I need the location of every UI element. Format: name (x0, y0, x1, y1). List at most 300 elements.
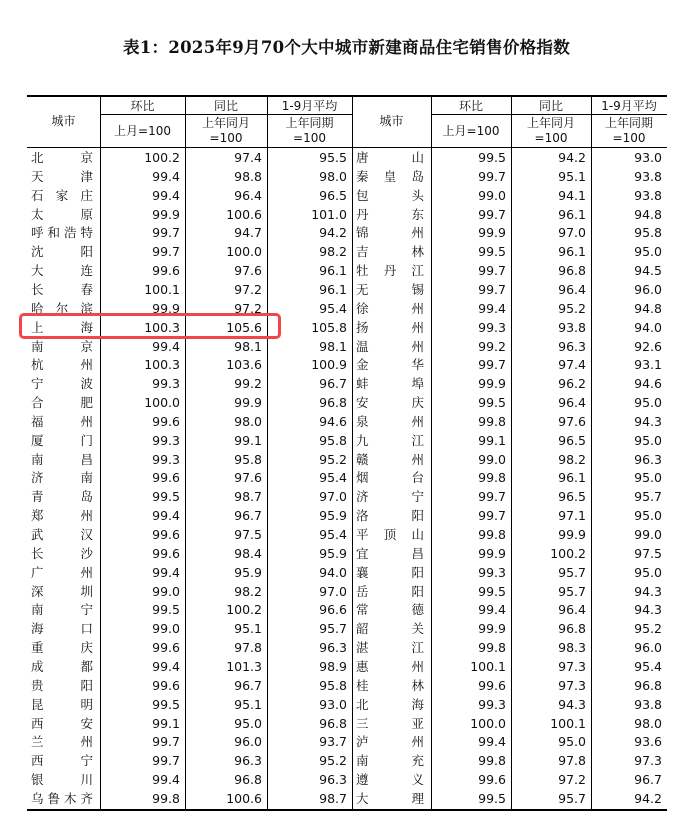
city-name (356, 262, 424, 280)
city-char: 湛 (356, 640, 369, 656)
value-mom: 99.1 (152, 715, 180, 731)
value-mom: 99.8 (152, 790, 180, 806)
city-char: 台 (411, 470, 424, 486)
value-avg: 94.6 (319, 413, 347, 429)
value-yoy: 95.9 (234, 564, 262, 580)
header-yoy-base-left-1: 上年同月 (201, 116, 250, 130)
value-mom: 99.4 (152, 658, 180, 674)
value-mom: 100.3 (144, 319, 180, 335)
value-yoy: 97.6 (234, 470, 262, 486)
value-avg: 96.1 (319, 281, 347, 297)
value-mom: 99.5 (478, 790, 506, 806)
value-avg: 95.8 (319, 432, 347, 448)
city-name (31, 715, 93, 733)
value-avg: 98.9 (319, 658, 347, 674)
value-avg: 95.0 (634, 564, 662, 580)
city-name (31, 281, 93, 299)
city-name (356, 319, 424, 337)
city-char: 秦 (356, 168, 369, 184)
value-yoy: 96.4 (234, 187, 262, 203)
city-char: 扬 (356, 319, 369, 335)
value-yoy: 95.1 (558, 168, 586, 184)
city-name (31, 451, 93, 469)
city-char: 汉 (80, 527, 93, 542)
header-avg-right: 1-9月平均 (601, 99, 657, 113)
value-mom: 99.5 (478, 244, 506, 260)
value-yoy: 98.0 (234, 413, 262, 429)
value-avg: 94.3 (634, 413, 662, 429)
city-char: 长 (31, 545, 44, 561)
header-mom-base-right: 上月=100 (442, 124, 500, 138)
city-char: 阳 (80, 244, 93, 260)
city-char: 南 (31, 338, 44, 354)
value-mom: 99.3 (478, 319, 506, 335)
value-mom: 99.8 (478, 753, 506, 769)
value-mom: 100.0 (470, 715, 506, 731)
city-char: 充 (411, 753, 424, 769)
value-mom: 99.9 (478, 545, 506, 561)
value-avg: 96.3 (319, 640, 347, 656)
city-char: 青 (31, 489, 44, 505)
city-char: 金 (356, 357, 369, 373)
city-name (356, 677, 424, 695)
city-char: 北 (31, 150, 44, 165)
city-char: 州 (80, 734, 93, 750)
value-yoy: 94.1 (558, 187, 586, 203)
header-avg-base-left-2: =100 (293, 131, 326, 145)
value-avg: 95.0 (634, 470, 662, 486)
value-avg: 96.6 (319, 602, 347, 618)
value-mom: 99.4 (478, 734, 506, 750)
value-avg: 95.8 (634, 225, 662, 241)
city-char: 连 (80, 263, 93, 279)
value-mom: 99.5 (478, 395, 506, 411)
city-name (356, 564, 424, 582)
city-name (356, 790, 424, 808)
city-char: 贵 (31, 677, 44, 693)
header-sub-divider (100, 114, 352, 115)
city-char: 惠 (356, 658, 369, 674)
city-name (356, 187, 424, 205)
city-char: 明 (80, 696, 93, 712)
value-avg: 93.8 (634, 187, 662, 203)
value-avg: 95.8 (319, 677, 347, 693)
city-name (356, 206, 424, 224)
value-avg: 94.8 (634, 300, 662, 316)
city-char: 济 (31, 470, 44, 486)
value-yoy: 96.7 (234, 677, 262, 693)
city-char: 齐 (80, 790, 93, 806)
value-avg: 95.9 (319, 545, 347, 561)
value-yoy: 100.0 (226, 244, 262, 260)
value-avg: 96.0 (634, 640, 662, 656)
city-char: 杭 (31, 357, 44, 373)
city-char: 南 (356, 753, 369, 769)
city-char: 滨 (80, 300, 93, 316)
value-avg: 96.8 (319, 715, 347, 731)
value-avg: 95.7 (319, 621, 347, 637)
city-char: 山 (411, 150, 424, 165)
city-char: 沙 (80, 545, 93, 561)
value-mom: 99.9 (152, 206, 180, 222)
value-mom: 99.3 (152, 376, 180, 392)
value-avg: 99.0 (634, 527, 662, 542)
city-char: 广 (31, 564, 44, 580)
value-mom: 99.6 (152, 413, 180, 429)
header-sub-divider (431, 114, 667, 115)
city-char: 遵 (356, 772, 369, 788)
city-char: 家 (55, 187, 69, 203)
city-char: 州 (80, 564, 93, 580)
city-char: 鲁 (47, 790, 60, 806)
city-char: 厦 (31, 432, 44, 448)
city-char: 江 (411, 263, 424, 279)
value-yoy: 96.5 (558, 432, 586, 448)
value-mom: 99.5 (152, 602, 180, 618)
value-avg: 94.2 (319, 225, 347, 241)
city-char: 福 (31, 413, 44, 429)
highlight-box (19, 313, 281, 339)
city-char: 太 (31, 206, 44, 222)
city-name (356, 356, 424, 374)
value-avg: 95.4 (319, 527, 347, 542)
value-yoy: 95.7 (558, 790, 586, 806)
city-char: 原 (80, 206, 93, 222)
value-avg: 97.0 (319, 583, 347, 599)
value-yoy: 99.2 (234, 376, 262, 392)
value-mom: 99.3 (478, 696, 506, 712)
value-mom: 99.8 (478, 640, 506, 656)
city-name (356, 394, 424, 412)
value-mom: 99.6 (478, 677, 506, 693)
city-char: 包 (356, 187, 369, 203)
city-name (356, 243, 424, 261)
city-name (31, 677, 93, 695)
value-yoy: 99.9 (558, 527, 586, 542)
value-yoy: 100.6 (226, 790, 262, 806)
value-avg: 94.8 (634, 206, 662, 222)
city-name (31, 488, 93, 506)
header-mom-right: 环比 (458, 99, 483, 113)
value-yoy: 97.2 (558, 772, 586, 788)
value-avg: 96.5 (319, 187, 347, 203)
city-char: 阳 (411, 564, 424, 580)
value-yoy: 101.3 (226, 658, 262, 674)
header-yoy-base-left-2: =100 (209, 131, 243, 145)
city-char: 林 (411, 677, 424, 693)
city-name (31, 526, 93, 544)
value-mom: 99.9 (478, 225, 506, 241)
value-yoy: 100.1 (550, 715, 586, 731)
city-char: 平 (356, 527, 369, 542)
value-yoy: 97.3 (558, 658, 586, 674)
value-avg: 100.9 (311, 357, 347, 373)
city-char: 华 (411, 357, 424, 373)
value-yoy: 97.0 (558, 225, 586, 241)
value-mom: 99.7 (478, 206, 506, 222)
city-name (31, 432, 93, 450)
city-char: 襄 (356, 564, 369, 580)
city-char: 和 (47, 225, 60, 241)
city-name (356, 715, 424, 733)
value-mom: 99.7 (478, 357, 506, 373)
value-mom: 99.4 (478, 300, 506, 316)
value-yoy: 96.7 (234, 508, 262, 524)
value-mom: 99.8 (478, 527, 506, 542)
city-char: 德 (411, 602, 424, 618)
city-name (356, 771, 424, 789)
value-yoy: 95.2 (558, 300, 586, 316)
value-yoy: 95.1 (234, 696, 262, 712)
city-char: 皇 (383, 168, 397, 184)
value-avg: 95.7 (634, 489, 662, 505)
header-city-left: 城市 (51, 114, 76, 128)
value-yoy: 97.2 (234, 281, 262, 297)
value-avg: 96.0 (634, 281, 662, 297)
city-name (31, 168, 93, 186)
header-yoy-base-right-2: =100 (534, 131, 568, 145)
value-yoy: 97.8 (234, 640, 262, 656)
city-char: 林 (411, 244, 424, 260)
city-char: 赣 (356, 451, 369, 467)
city-char: 庆 (80, 640, 93, 656)
header-avg-base-left-1: 上年同期 (285, 116, 334, 130)
city-char: 埠 (411, 376, 424, 392)
value-avg: 95.4 (319, 300, 347, 316)
city-char: 京 (80, 338, 93, 354)
city-char: 沈 (31, 244, 44, 260)
value-mom: 99.4 (152, 772, 180, 788)
value-mom: 99.5 (152, 696, 180, 712)
value-mom: 99.7 (152, 753, 180, 769)
value-mom: 99.0 (152, 583, 180, 599)
city-char: 都 (80, 658, 93, 674)
city-name (356, 149, 424, 167)
value-mom: 99.7 (478, 168, 506, 184)
value-avg: 98.0 (634, 715, 662, 731)
value-yoy: 96.5 (558, 489, 586, 505)
value-mom: 99.8 (478, 413, 506, 429)
value-avg: 97.5 (634, 545, 662, 561)
city-char: 郑 (31, 508, 44, 524)
city-name (31, 620, 93, 638)
city-char: 州 (411, 319, 424, 335)
value-yoy: 96.3 (558, 338, 586, 354)
city-char: 岳 (356, 583, 369, 599)
city-name (31, 545, 93, 563)
city-char: 上 (31, 319, 44, 335)
city-name (356, 469, 424, 487)
value-mom: 99.5 (478, 583, 506, 599)
city-char: 昆 (31, 696, 44, 712)
city-name (356, 375, 424, 393)
city-char: 天 (31, 168, 44, 184)
value-avg: 94.2 (634, 790, 662, 806)
city-name (356, 451, 424, 469)
value-yoy: 95.7 (558, 564, 586, 580)
value-avg: 93.6 (634, 734, 662, 750)
city-name (31, 375, 93, 393)
value-mom: 99.4 (152, 508, 180, 524)
city-char: 泉 (356, 413, 369, 429)
city-char: 石 (31, 187, 44, 203)
city-char: 阳 (411, 583, 424, 599)
city-name (356, 432, 424, 450)
city-name (31, 583, 93, 601)
value-mom: 99.9 (478, 376, 506, 392)
value-yoy: 97.6 (234, 263, 262, 279)
value-avg: 94.3 (634, 602, 662, 618)
value-mom: 99.7 (478, 263, 506, 279)
city-name (31, 696, 93, 714)
city-char: 呼 (31, 225, 44, 241)
city-name (31, 149, 93, 167)
header-avg-base-right-1: 上年同期 (604, 116, 653, 130)
city-char: 济 (356, 489, 369, 505)
city-char: 银 (31, 772, 44, 788)
table-title: 表1：2025年9月70个大中城市新建商品住宅销售价格指数 (122, 38, 571, 57)
city-char: 特 (80, 225, 93, 241)
value-avg: 93.1 (634, 357, 662, 373)
value-avg: 92.6 (634, 338, 662, 354)
value-mom: 99.7 (152, 734, 180, 750)
value-avg: 98.1 (319, 338, 347, 354)
city-char: 丹 (383, 263, 397, 279)
value-mom: 99.6 (152, 470, 180, 486)
value-yoy: 99.9 (234, 395, 262, 411)
value-mom: 99.4 (478, 602, 506, 618)
city-name (31, 507, 93, 525)
city-char: 圳 (80, 583, 93, 599)
value-yoy: 96.8 (234, 772, 262, 788)
city-char: 州 (411, 734, 424, 750)
value-avg: 93.0 (319, 696, 347, 712)
city-name (31, 601, 93, 619)
value-yoy: 95.0 (558, 734, 586, 750)
city-char: 州 (411, 658, 424, 674)
city-name (31, 262, 93, 280)
value-yoy: 96.8 (558, 621, 586, 637)
city-char: 洛 (356, 508, 369, 524)
city-name (31, 338, 93, 356)
value-yoy: 103.6 (226, 357, 262, 373)
city-name (356, 300, 424, 318)
value-yoy: 97.2 (234, 300, 262, 316)
value-yoy: 98.2 (234, 583, 262, 599)
city-char: 温 (356, 338, 369, 354)
value-yoy: 97.3 (558, 677, 586, 693)
city-char: 南 (31, 602, 44, 618)
value-mom: 99.0 (478, 187, 506, 203)
value-avg: 95.0 (634, 508, 662, 524)
value-avg: 95.9 (319, 508, 347, 524)
value-avg: 95.4 (319, 470, 347, 486)
value-avg: 95.4 (634, 658, 662, 674)
city-char: 海 (80, 319, 93, 335)
city-char: 春 (80, 281, 93, 297)
city-char: 牡 (356, 263, 369, 279)
city-char: 哈 (31, 300, 44, 316)
value-mom: 99.0 (152, 621, 180, 637)
value-mom: 99.4 (152, 564, 180, 580)
value-avg: 96.8 (319, 395, 347, 411)
value-mom: 99.3 (152, 432, 180, 448)
city-char: 波 (80, 376, 93, 392)
city-char: 大 (31, 263, 44, 279)
city-name (356, 733, 424, 751)
city-name (31, 752, 93, 770)
city-char: 江 (411, 432, 424, 448)
value-yoy: 98.1 (234, 338, 262, 354)
value-mom: 99.0 (478, 451, 506, 467)
city-char: 锡 (411, 281, 424, 297)
value-yoy: 96.3 (234, 753, 262, 769)
city-char: 东 (411, 206, 424, 222)
value-avg: 96.7 (634, 772, 662, 788)
header-city-right: 城市 (379, 114, 404, 128)
value-yoy: 96.0 (234, 734, 262, 750)
city-name (31, 187, 93, 205)
city-char: 肥 (80, 395, 93, 411)
city-name (356, 752, 424, 770)
value-avg: 98.0 (319, 168, 347, 184)
header-yoy-left: 同比 (213, 99, 238, 113)
city-char: 无 (356, 281, 369, 297)
value-yoy: 98.3 (558, 640, 586, 656)
city-char: 成 (31, 658, 44, 674)
city-name (31, 790, 93, 808)
city-char: 吉 (356, 244, 369, 260)
value-avg: 95.0 (634, 395, 662, 411)
city-char: 关 (411, 621, 424, 637)
city-char: 江 (411, 640, 424, 656)
value-avg: 95.0 (634, 244, 662, 260)
value-avg: 105.8 (311, 319, 347, 335)
value-yoy: 98.2 (558, 451, 586, 467)
value-avg: 96.7 (319, 376, 347, 392)
city-char: 九 (356, 432, 369, 448)
value-mom: 99.7 (478, 508, 506, 524)
city-char: 昌 (411, 545, 424, 561)
city-name (356, 545, 424, 563)
value-avg: 93.8 (634, 696, 662, 712)
city-char: 州 (411, 451, 424, 467)
value-yoy: 97.1 (558, 508, 586, 524)
city-name (356, 168, 424, 186)
value-mom: 99.7 (152, 244, 180, 260)
value-yoy: 96.4 (558, 602, 586, 618)
city-char: 岛 (411, 168, 424, 184)
value-yoy: 100.6 (226, 206, 262, 222)
city-char: 木 (63, 790, 77, 806)
value-mom: 99.6 (152, 545, 180, 561)
value-mom: 100.3 (144, 357, 180, 373)
value-mom: 99.6 (152, 640, 180, 656)
city-char: 西 (31, 715, 44, 731)
value-yoy: 97.5 (234, 527, 262, 542)
city-name (356, 601, 424, 619)
value-mom: 100.2 (144, 150, 180, 165)
city-char: 阳 (411, 508, 424, 524)
city-char: 理 (411, 790, 424, 806)
city-char: 三 (356, 715, 369, 731)
header-yoy-right: 同比 (538, 99, 563, 113)
value-mom: 99.5 (478, 150, 506, 165)
value-mom: 99.9 (152, 300, 180, 316)
city-char: 州 (80, 357, 93, 373)
city-name (356, 696, 424, 714)
header-divider (27, 147, 667, 148)
